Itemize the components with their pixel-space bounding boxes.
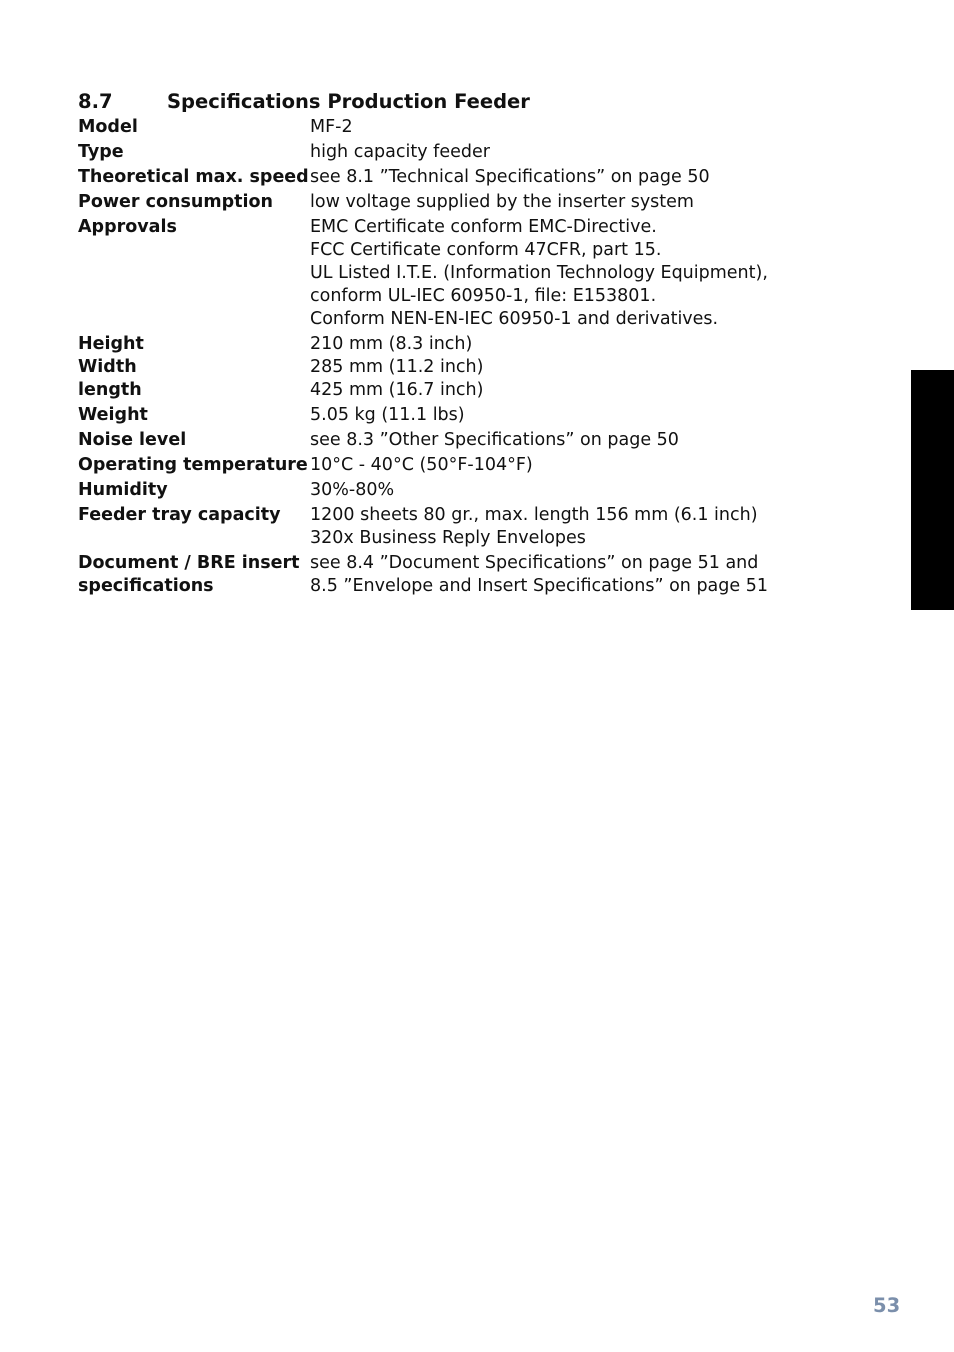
spec-value-line: 425 mm (16.7 inch)	[310, 380, 484, 400]
spec-row-temperature	[78, 454, 838, 477]
spec-value-line: Conform NEN-EN-IEC 60950-1 and derivatives.	[310, 309, 719, 329]
spec-label: Humidity	[78, 480, 168, 500]
spec-row-model	[78, 116, 838, 139]
section-heading	[78, 90, 530, 113]
spec-value	[310, 166, 838, 189]
spec-label: Weight	[78, 405, 148, 425]
spec-label: Type	[78, 142, 124, 162]
spec-value-line: conform UL-IEC 60950-1, file: E153801.	[310, 286, 657, 306]
spec-label: Feeder tray capacity	[78, 505, 281, 525]
spec-row-speed	[78, 166, 838, 189]
spec-value	[310, 141, 838, 164]
spec-label: length	[78, 380, 142, 400]
spec-value	[310, 504, 838, 550]
spec-value-line: 30%-80%	[310, 480, 395, 500]
spec-value-line: FCC Certificate conform 47CFR, part 15.	[310, 240, 662, 260]
spec-label: Model	[78, 117, 138, 137]
spec-value-line: see 8.3 ”Other Specifications” on page 50	[310, 430, 679, 450]
spec-row-width	[78, 356, 838, 379]
spec-label: Operating temperature	[78, 455, 308, 475]
page-number: 53	[873, 1294, 901, 1317]
spec-value-line: high capacity feeder	[310, 142, 490, 162]
spec-value-line: MF-2	[310, 117, 353, 137]
spec-label: Approvals	[78, 217, 177, 237]
spec-label: Width	[78, 357, 137, 377]
chapter-side-tab	[911, 370, 954, 610]
spec-value	[310, 429, 838, 452]
spec-value-line: 1200 sheets 80 gr., max. length 156 mm (6.1 inch)	[310, 505, 758, 525]
spec-row-humidity	[78, 479, 838, 502]
spec-value-line: 320x Business Reply Envelopes	[310, 528, 586, 548]
spec-value-line: 210 mm (8.3 inch)	[310, 334, 473, 354]
spec-row-approvals	[78, 216, 838, 331]
spec-row-noise	[78, 429, 838, 452]
spec-value	[310, 216, 838, 331]
section-number: 8.7	[78, 90, 113, 113]
spec-value	[310, 454, 838, 477]
spec-value-line: see 8.1 ”Technical Specifications” on page 50	[310, 167, 710, 187]
spec-value-line: 10°C - 40°C (50°F-104°F)	[310, 455, 533, 475]
spec-row-length	[78, 379, 838, 402]
spec-value	[310, 479, 838, 502]
spec-row-tray-capacity	[78, 504, 838, 550]
spec-value-line: 5.05 kg (11.1 lbs)	[310, 405, 465, 425]
spec-label: Height	[78, 334, 144, 354]
spec-value-line: see 8.4 ”Document Specifications” on page 51 and	[310, 553, 759, 573]
spec-value	[310, 333, 838, 356]
spec-value-line: 285 mm (11.2 inch)	[310, 357, 484, 377]
spec-value-line: EMC Certificate conform EMC-Directive.	[310, 217, 657, 237]
spec-value	[310, 552, 838, 598]
spec-value	[310, 356, 838, 379]
spec-value	[310, 116, 838, 139]
spec-row-weight	[78, 404, 838, 427]
spec-value-line: 8.5 ”Envelope and Insert Specifications” on page 51	[310, 576, 768, 596]
spec-label: Theoretical max. speed	[78, 167, 309, 187]
spec-row-power	[78, 191, 838, 214]
spec-label: Noise level	[78, 430, 187, 450]
spec-row-type	[78, 141, 838, 164]
section-title: Specifications Production Feeder	[167, 90, 530, 113]
spec-value-line: UL Listed I.T.E. (Information Technology Equipment),	[310, 263, 768, 283]
spec-value-line: low voltage supplied by the inserter system	[310, 192, 694, 212]
spec-table	[78, 116, 838, 600]
spec-label: Document / BRE insert specifications	[78, 553, 300, 596]
spec-value	[310, 379, 838, 402]
spec-value	[310, 191, 838, 214]
spec-row-height	[78, 333, 838, 356]
spec-label: Power consumption	[78, 192, 273, 212]
spec-value	[310, 404, 838, 427]
spec-row-insert-specs	[78, 552, 838, 598]
